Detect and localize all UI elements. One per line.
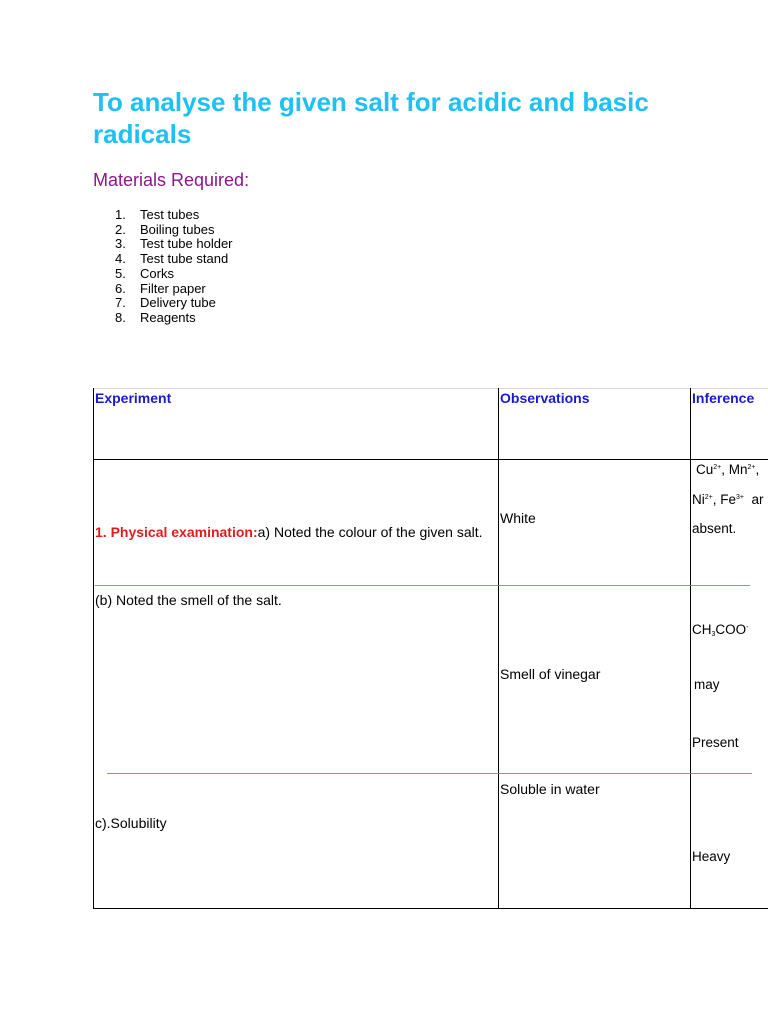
row1-inference-line2 [692, 490, 764, 508]
row3-experiment: c).Solubility [95, 815, 167, 831]
list-item-label: Delivery tube [140, 295, 216, 311]
list-item-label: Filter paper [140, 280, 206, 296]
row3-observation: Soluble in water [500, 781, 600, 797]
ion-ni: Ni [692, 492, 705, 507]
row-separator [95, 585, 750, 586]
list-item-number: 5. [115, 265, 126, 281]
list-item-label: Corks [140, 265, 174, 281]
list-item-label: Reagents [140, 309, 196, 325]
row1-observation: White [500, 510, 536, 526]
row2-inference-may: may [694, 677, 720, 692]
header-experiment: Experiment [95, 390, 172, 406]
list-item-number: 6. [115, 280, 126, 296]
charge: 3+ [736, 494, 744, 501]
charge: 2+ [747, 464, 756, 471]
punctuation: , [755, 462, 760, 477]
page-title: To analyse the given salt for acidic and basic radicals [93, 87, 649, 149]
ion-fe: , Fe [712, 492, 736, 507]
list-item-number: 4. [115, 251, 126, 267]
row2-inference-formula [692, 620, 749, 643]
materials-heading: Materials Required: [93, 170, 250, 190]
gap [744, 492, 752, 507]
column-divider [498, 388, 499, 909]
table-left-border [93, 388, 94, 909]
list-item-label: Test tubes [140, 207, 200, 222]
list-item-number: 3. [115, 236, 126, 252]
row2-observation: Smell of vinegar [500, 666, 601, 682]
truncated-word: ar [751, 492, 764, 507]
column-divider [690, 388, 691, 909]
physical-examination-label: 1. Physical examination: [95, 524, 258, 540]
ion-cu: Cu [696, 462, 714, 477]
list-item-number: 7. [115, 295, 126, 311]
row1-inference-line1 [696, 460, 759, 478]
row1-experiment-text: a) Noted the colour of the given salt. [257, 524, 483, 540]
list-item-number: 1. [115, 207, 126, 222]
formula-coo: COO [715, 622, 747, 637]
list-item-number: 8. [115, 309, 126, 325]
row3-inference: Heavy [692, 849, 731, 864]
ion-mn: , Mn [721, 462, 748, 477]
list-item-number: 2. [115, 221, 126, 237]
subscript: 3 [711, 631, 716, 638]
row2-inference-present: Present [692, 735, 739, 750]
list-item-label: Test tube holder [140, 236, 233, 252]
charge: 2+ [713, 464, 722, 471]
header-observations: Observations [500, 390, 590, 406]
formula-ch: CH [692, 622, 712, 637]
row1-experiment [95, 524, 483, 540]
row1-inference-line3: absent. [692, 521, 737, 536]
table-top-border [93, 388, 768, 389]
list-item-label: Boiling tubes [140, 221, 215, 237]
charge: - [746, 624, 749, 631]
row-separator [107, 773, 752, 774]
header-row-divider [93, 459, 768, 460]
header-inference: Inference [692, 390, 755, 406]
row2-experiment: (b) Noted the smell of the salt. [95, 592, 282, 608]
list-item-label: Test tube stand [140, 251, 229, 267]
charge: 2+ [704, 494, 713, 501]
table-bottom-border [93, 908, 768, 909]
